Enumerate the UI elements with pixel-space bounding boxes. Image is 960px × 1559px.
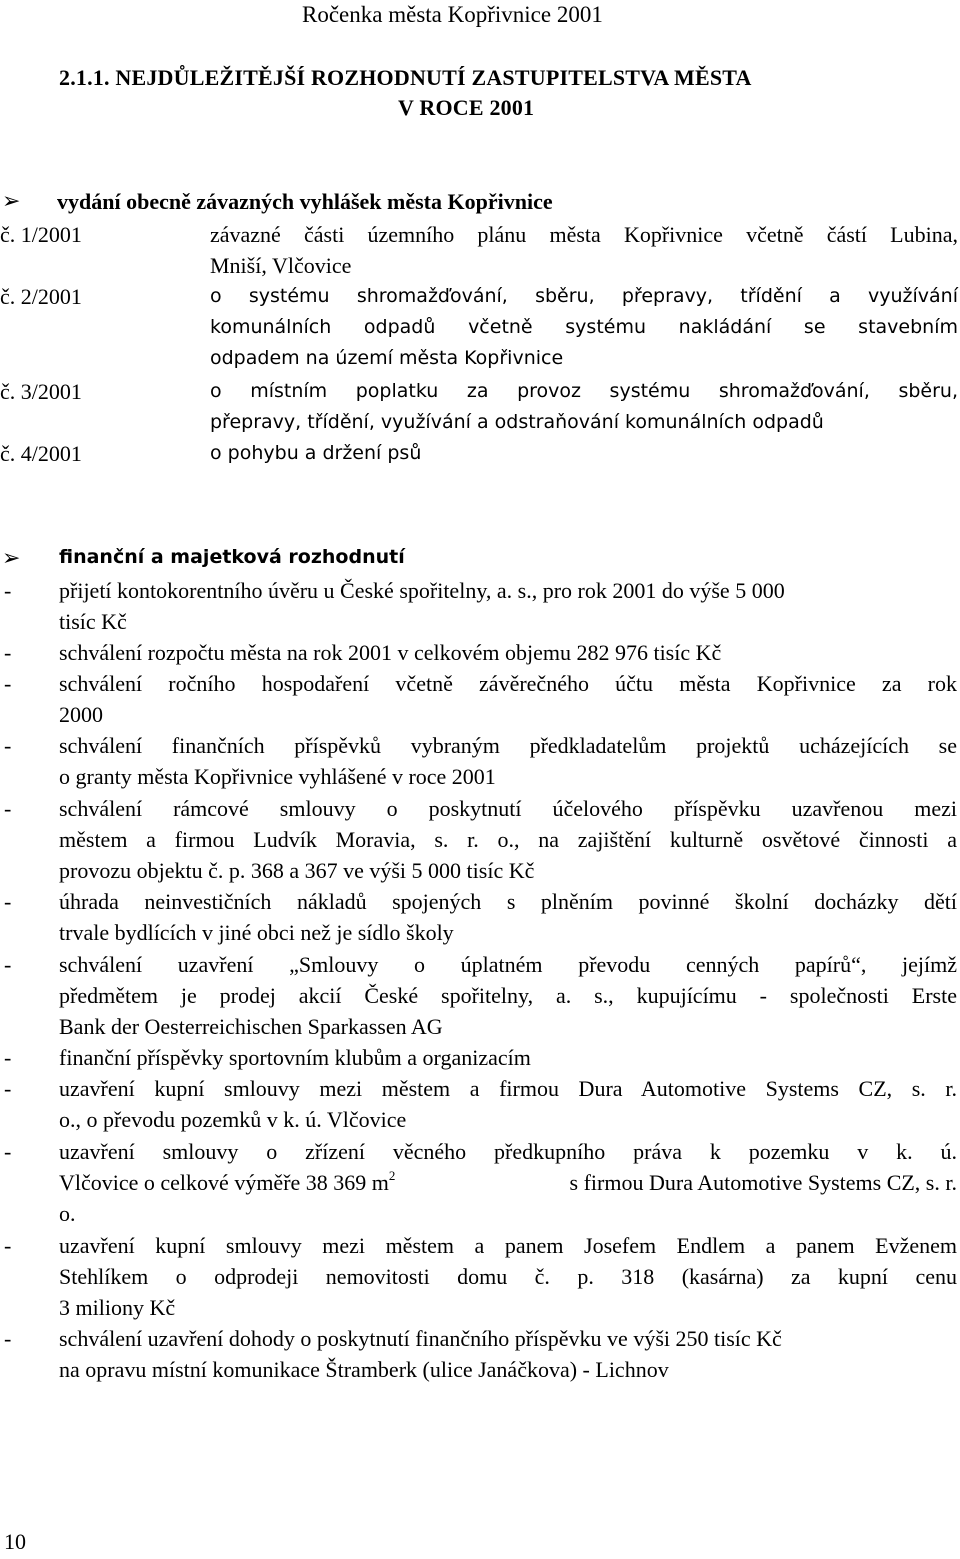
area-line-tail: s firmou Dura Automotive Systems CZ, s. r.: [569, 1170, 957, 1195]
arrow-bullet-icon: ➢: [2, 545, 21, 570]
ordinance-text-line: odpadem na území města Kopřivnice: [210, 347, 564, 369]
dash-marker: -: [4, 640, 12, 665]
decision-text-line: 3 miliony Kč: [59, 1295, 176, 1320]
dash-marker: -: [4, 1233, 12, 1258]
section-title-line1: 2.1.1. NEJDŮLEŽITĚJŠÍ ROZHODNUTÍ ZASTUPITELSTVA MĚSTA: [59, 65, 752, 90]
ordinance-text-line: o pohybu a držení psů: [210, 442, 422, 464]
decision-text-line: uzavření smlouvy o zřízení věcného předkupního práva k pozemku v k. ú.: [59, 1139, 957, 1164]
decision-text-line: schválení uzavření dohody o poskytnutí finančního příspěvku ve výši 250 tisíc Kč: [59, 1326, 782, 1351]
ordinance-text-line: o místním poplatku za provoz systému shromažďování, sběru,: [210, 380, 958, 402]
decision-text-line: tisíc Kč: [59, 609, 127, 634]
ordinance-text-line: přepravy, třídění, využívání a odstraňování komunálních odpadů: [210, 411, 824, 433]
ordinance-number: č. 2/2001: [0, 284, 82, 309]
area-text: Vlčovice o celkové výměře 38 369 $m^2$: [59, 1168, 396, 1195]
dash-marker: -: [4, 1139, 12, 1164]
area-superscript: 2: [388, 1168, 396, 1183]
ordinance-text-line: závazné části územního plánu města Kopřivnice včetně částí Lubina,: [210, 222, 958, 247]
dash-marker: -: [4, 952, 12, 977]
running-header: Ročenka města Kopřivnice 2001: [302, 2, 603, 27]
decision-text-line: finanční příspěvky sportovním klubům a organizacím: [59, 1045, 531, 1070]
decision-text-line: uzavření kupní smlouvy mezi městem a firmou Dura Automotive Systems CZ, s. r.: [59, 1076, 957, 1101]
dash-marker: -: [4, 671, 12, 696]
decision-text-line: na opravu místní komunikace Štramberk (ulice Janáčkova) - Lichnov: [59, 1357, 669, 1382]
dash-marker: -: [4, 578, 12, 603]
ordinance-text-line: Mniší, Vlčovice: [210, 253, 352, 278]
ordinance-text-line: komunálních odpadů včetně systému nakládání se stavebním: [210, 316, 958, 338]
decision-text-line: schválení rámcové smlouvy o poskytnutí účelového příspěvku uzavřenou mezi: [59, 796, 957, 821]
decision-text-line: městem a firmou Ludvík Moravia, s. r. o., na zajištění kulturně osvětové činnosti a: [59, 827, 957, 852]
decision-text-line: o.: [59, 1201, 76, 1226]
ordinances-heading: vydání obecně závazných vyhlášek města Kopřivnice: [57, 189, 553, 214]
decision-text-line-with-superscript: [59, 1170, 957, 1196]
decision-text-line: schválení finančních příspěvků vybraným předkladatelům projektů ucházejících se: [59, 733, 957, 758]
page-number: 10: [4, 1529, 26, 1554]
dash-marker: -: [4, 1045, 12, 1070]
decision-text-line: úhrada neinvestičních nákladů spojených s plněním povinné školní docházky dětí: [59, 889, 957, 914]
dash-marker: -: [4, 1326, 12, 1351]
decision-text-line: schválení ročního hospodaření včetně závěrečného účtu města Kopřivnice za rok: [59, 671, 957, 696]
arrow-bullet-icon: ➢: [2, 188, 21, 213]
dash-marker: -: [4, 1076, 12, 1101]
decision-text-line: trvale bydlících v jiné obci než je sídlo školy: [59, 920, 454, 945]
decision-text-line: schválení rozpočtu města na rok 2001 v celkovém objemu 282 976 tisíc Kč: [59, 640, 722, 665]
section-title-line2: V ROCE 2001: [398, 95, 535, 120]
decision-text-line: provozu objektu č. p. 368 a 367 ve výši 5 000 tisíc Kč: [59, 858, 535, 883]
decision-text-line: Stehlíkem o odprodeji nemovitosti domu č. p. 318 (kasárna) za kupní cenu: [59, 1264, 957, 1289]
dash-marker: -: [4, 733, 12, 758]
financial-heading: finanční a majetková rozhodnutí: [59, 546, 405, 568]
decision-text-line: o granty města Kopřivnice vyhlášené v roce 2001: [59, 764, 496, 789]
ordinance-number: č. 3/2001: [0, 379, 82, 404]
dash-marker: -: [4, 796, 12, 821]
decision-text-line: předmětem je prodej akcií České spořitelny, a. s., kupujícímu - společnosti Erste: [59, 983, 957, 1008]
decision-text-line: přijetí kontokorentního úvěru u České spořitelny, a. s., pro rok 2001 do výše 5 000: [59, 578, 785, 603]
dash-marker: -: [4, 889, 12, 914]
ordinance-number: č. 4/2001: [0, 441, 82, 466]
decision-text-line: schválení uzavření „Smlouvy o úplatném převodu cenných papírů“, jejímž: [59, 952, 957, 977]
ordinance-text-line: o systému shromažďování, sběru, přepravy, třídění a využívání: [210, 285, 958, 307]
decision-text-line: 2000: [59, 702, 103, 727]
decision-text-line: Bank der Oesterreichischen Sparkassen AG: [59, 1014, 443, 1039]
decision-text-line: uzavření kupní smlouvy mezi městem a panem Josefem Endlem a panem Evženem: [59, 1233, 957, 1258]
ordinance-number: č. 1/2001: [0, 222, 82, 247]
decision-text-line: o., o převodu pozemků v k. ú. Vlčovice: [59, 1107, 407, 1132]
